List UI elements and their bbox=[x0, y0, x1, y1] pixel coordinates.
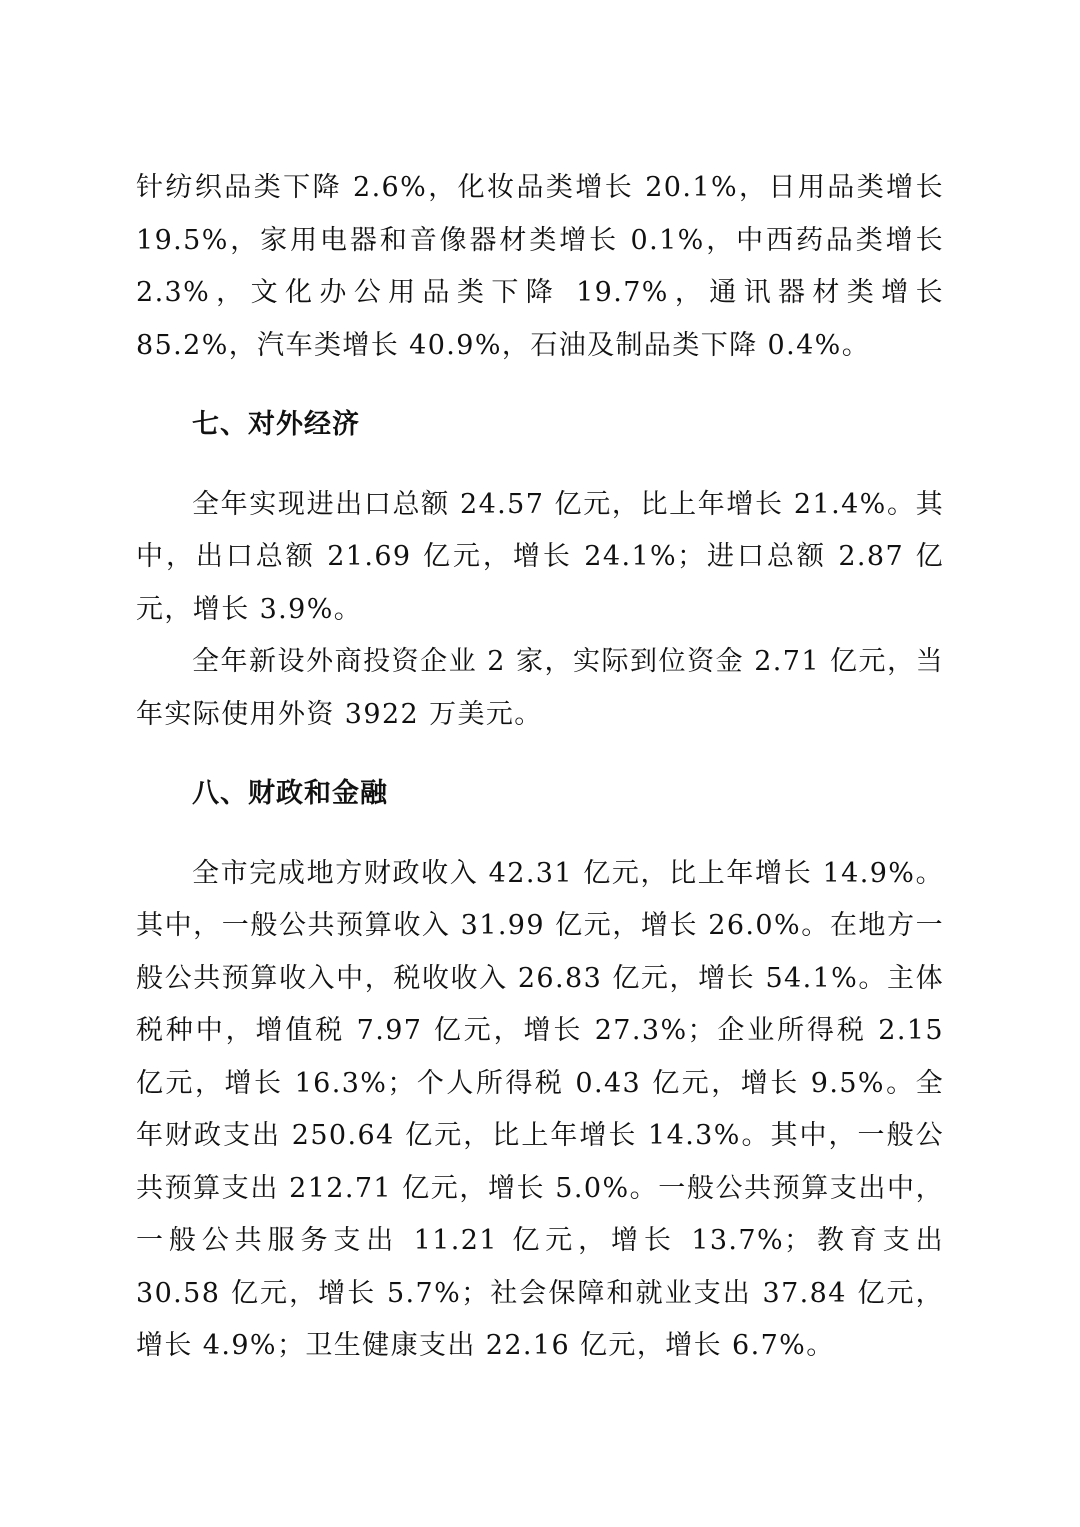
foreign-investment-paragraph: 全年新设外商投资企业 2 家，实际到位资金 2.71 亿元，当年实际使用外资 3922 万美元。 bbox=[136, 646, 944, 730]
foreign-economy-heading: 七、对外经济 bbox=[192, 409, 360, 440]
section-gap bbox=[136, 821, 944, 848]
fiscal-paragraph: 全市完成地方财政收入 42.31 亿元，比上年增长 14.9%。其中，一般公共预算收入 31.99 亿元，增长 26.0%。在地方一般公共预算收入中，税收收入 26.83 亿元，增长 54.1%。主体税种中，增值税 7.97 亿元，增长 27.3%；企业所得税 2.15 亿元，增长 16.3%；个人所得税 0.43 亿元，增长 9.5%。全年财政支出 250.64 亿元，比上年增长 14.3%。其中，一般公共预算支出 212.71 亿元，增长 5.0%。一般公共预算支出中，一般公共服务支出 11.21 亿元，增长 13.7%；教育支出 30.58 亿元，增长 5.7%；社会保障和就业支出 37.84 亿元，增长 4.9%；卫生健康支出 22.16 亿元，增长 6.7%。 bbox=[136, 857, 944, 1361]
document-page bbox=[136, 162, 944, 1373]
trade-paragraph: 全年实现进出口总额 24.57 亿元，比上年增长 21.4%。其中，出口总额 21.69 亿元，增长 24.1%；进口总额 2.87 亿元，增长 3.9%。 bbox=[136, 488, 944, 625]
finance-heading: 八、财政和金融 bbox=[192, 778, 388, 809]
section-gap bbox=[136, 741, 944, 768]
retail-continuation-paragraph: 针纺织品类下降 2.6%，化妆品类增长 20.1%，日用品类增长 19.5%，家用电器和音像器材类增长 0.1%，中西药品类增长 2.3%，文化办公用品类下降 19.7%，通讯器材类增长 85.2%，汽车类增长 40.9%，石油及制品类下降 0.4%。 bbox=[136, 172, 944, 361]
section-gap bbox=[136, 372, 944, 399]
section-gap bbox=[136, 452, 944, 479]
